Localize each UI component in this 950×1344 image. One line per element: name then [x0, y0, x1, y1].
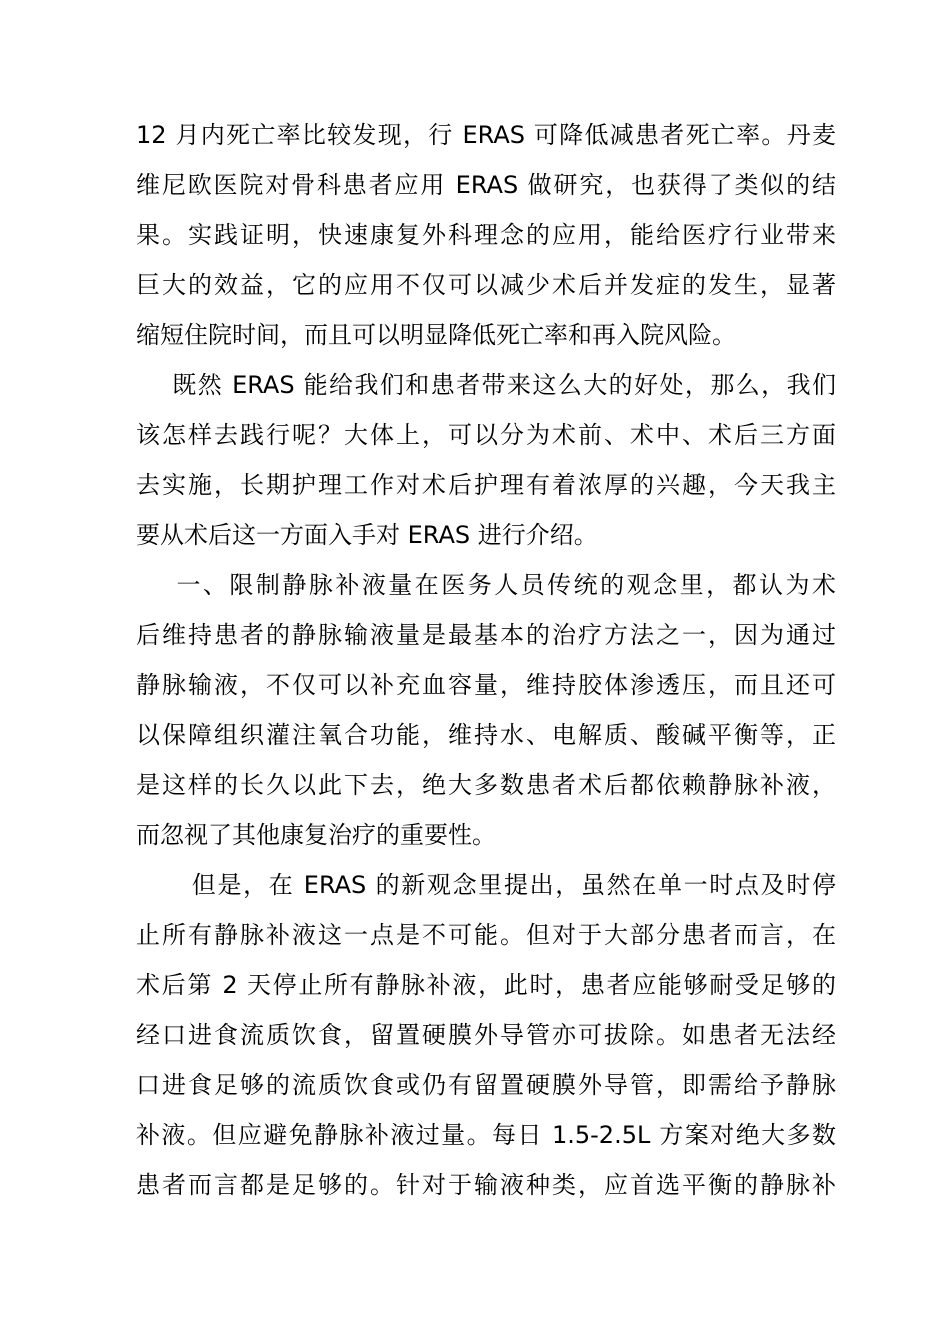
text-line: 后维持患者的静脉输液量是最基本的治疗方法之一，因为通过	[136, 621, 836, 649]
text-line: 止所有静脉补液这一点是不可能。但对于大部分患者而言，在	[136, 921, 836, 949]
text-line: 以保障组织灌注氧合功能，维持水、电解质、酸碱平衡等，正	[136, 721, 836, 749]
text-line: 而忽视了其他康复治疗的重要性。	[136, 821, 496, 849]
text-line: 既然 ERAS 能给我们和患者带来这么大的好处，那么，我们	[136, 371, 836, 399]
paragraph-3	[136, 560, 836, 860]
text-line: 患者而言都是足够的。针对于输液种类，应首选平衡的静脉补	[136, 1171, 836, 1199]
text-line: 静脉输液，不仅可以补充血容量，维持胶体渗透压，而且还可	[136, 671, 836, 699]
text-line: 一、限制静脉补液量在医务人员传统的观念里，都认为术	[136, 571, 836, 599]
paragraph-4	[136, 860, 836, 1210]
text-line: 去实施，长期护理工作对术后护理有着浓厚的兴趣，今天我主	[136, 471, 836, 499]
paragraph-1	[136, 110, 836, 360]
text-line: 维尼欧医院对骨科患者应用 ERAS 做研究，也获得了类似的结	[136, 171, 836, 199]
text-line: 是这样的长久以此下去，绝大多数患者术后都依赖静脉补液，	[136, 771, 836, 799]
text-line: 经口进食流质饮食，留置硬膜外导管亦可拔除。如患者无法经	[136, 1021, 836, 1049]
text-line: 但是，在 ERAS 的新观念里提出，虽然在单一时点及时停	[136, 871, 836, 899]
text-line: 缩短住院时间，而且可以明显降低死亡率和再入院风险。	[136, 321, 736, 349]
text-line: 果。实践证明，快速康复外科理念的应用，能给医疗行业带来	[136, 221, 836, 249]
text-line: 巨大的效益，它的应用不仅可以减少术后并发症的发生，显著	[136, 271, 836, 299]
text-line: 12 月内死亡率比较发现，行 ERAS 可降低减患者死亡率。丹麦	[136, 121, 836, 149]
text-line: 口进食足够的流质饮食或仍有留置硬膜外导管，即需给予静脉	[136, 1071, 836, 1099]
text-line: 补液。但应避免静脉补液过量。每日 1.5-2.5L 方案对绝大多数	[136, 1121, 836, 1149]
text-line: 术后第 2 天停止所有静脉补液，此时，患者应能够耐受足够的	[136, 971, 836, 999]
text-line: 要从术后这一方面入手对 ERAS 进行介绍。	[136, 521, 598, 549]
document-body	[136, 110, 836, 1210]
text-line: 该怎样去践行呢？大体上，可以分为术前、术中、术后三方面	[136, 421, 836, 449]
paragraph-2	[136, 360, 836, 560]
